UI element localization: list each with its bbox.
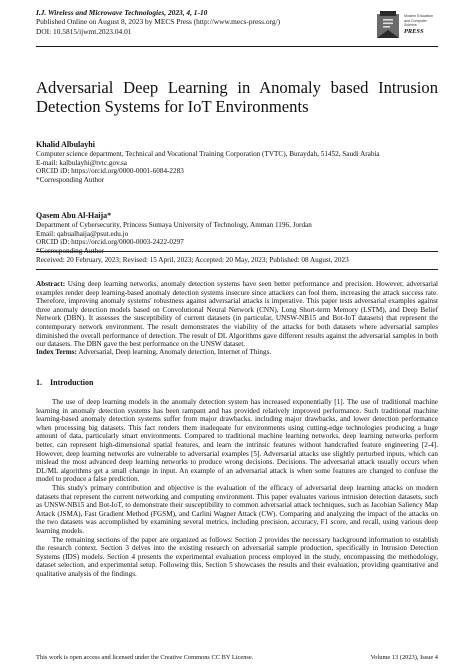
page-footer [36, 654, 438, 662]
license-note: This work is open access and licensed under the Creative Commons CC BY License. [36, 654, 254, 661]
journal-citation: I.J. Wireless and Microwave Technologies, 2023, 4, 1-10 [36, 8, 208, 17]
abstract [36, 280, 438, 349]
logo-line-1: Modern Education [404, 14, 434, 18]
doi: DOI: 10.5815/ijwmt.2023.04.01 [36, 26, 132, 36]
abstract-text: Using deep learning networks, anomaly detection systems have seen better performance and precision. However, adversarial examples render deep learning-based anomaly detection systems insecure since attackers can fool them, increasing the attack success rate. Therefore, improving anomaly systems' robustness against adversarial attacks is imperative. This paper tests adversarial examples against three anomaly detection models based on Convolutional Neural Network (CNN), Long Short-term Memory (LSTM), and Deep Belief Network (DBN). It assesses the susceptibility of current datasets (in particular, UNSW-NB15 and Bot-IoT datasets) that represent the contemporary network environment. The result demonstrates the viability of the attacks for both datasets where adversarial samples diminished the overall performance of detection. The result of DL Algorithms gave different results against the adversarial samples in both our datasets. The DBN gave the best performance on the UNSW dataset. [36, 280, 439, 349]
paper-title: Adversarial Deep Learning in Anomaly based Intrusion Detection Systems for IoT Environments [36, 78, 438, 116]
index-terms-text: Adversarial, Deep learning, Anomaly detection, Internet of Things. [78, 348, 272, 356]
author-name: Khalid Albulayhi [36, 140, 95, 149]
journal-header [36, 8, 366, 36]
author-name: Qasem Abu Al-Haija* [36, 211, 112, 220]
index-terms [36, 348, 438, 357]
paragraph: The use of deep learning models in the anomaly detection system has increased exponentially [1]. The use of traditional machine learning in anomaly detection systems has been rampant and has provided relatively improved performance. Such traditional machine learning-based anomaly detection systems suffer from major drawbacks, including major drawbacks, and lower detection performance when processing big datasets. This fact renders them inadequate for environments using cutting-edge technologies producing a huge amount of data, particularly smart environments. Compared to traditional machine learning networks, deep learning networks perform better, can represent high-dimensional spatial features, and learn the intrinsic features without handcrafted feature engineering [2-4]. However, deep learning networks are vulnerable to adversarial examples [5]. Adversarial attacks use slightly perturbed inputs, which can mislead the most advanced deep learning networks to produce wrong decisions. Decisions. The adversarial attack usually occurs when DL/ML algorithms get a small change in input. An example of an adversarial attack is when some features are changed to confuse the model to produce a false prediction. [36, 398, 438, 484]
logo-text [404, 14, 440, 36]
author-affiliation: Computer science department, Technical and Vocational Training Corporation (TVTC), Buraydah, 51452, Saudi Arabia [36, 150, 380, 158]
logo-line-2: and Computer Science [404, 18, 427, 28]
author-orcid[interactable]: ORCID iD: https://orcid.org/0000-0001-6084-2283 [36, 167, 184, 176]
author-note: *Corresponding Author [36, 176, 105, 185]
paragraph: The remaining sections of the paper are organized as follows: Section 2 provides the necessary background information to establish the research context. Section 3 delves into the existing research on adversarial sample production, specifically in Intrusion Detection Systems (IDS) models. Section 4 presents the experimental evaluation process employed in the study, encompassing the methodology, dataset selection, and experimental setup. Following this, Section 5 showcases the results and their evaluation, providing quantitative and qualitative analysis of the findings. [36, 535, 438, 578]
section-heading: 1. Introduction [36, 378, 94, 387]
introduction-body [36, 398, 438, 578]
author-note: *Corresponding Author [36, 247, 105, 256]
logo-press: PRESS [404, 27, 424, 35]
author-email[interactable]: Email: qabualhaija@psut.edu.jo [36, 229, 129, 238]
author-orcid[interactable]: ORCID iD: https://orcid.org/0000-0003-2422-0297 [36, 238, 184, 247]
dates-divider-top [36, 251, 438, 252]
volume-info: Volume 13 (2023), Issue 4 [370, 654, 438, 661]
author-block-2 [36, 211, 438, 256]
abstract-label: Abstract: [36, 280, 66, 288]
author-affiliation: Department of Cybersecurity, Princess Sumaya University of Technology, Amman 1196, Jordan [36, 221, 312, 229]
author-email[interactable]: E-mail: kalbulayhi@tvtc.gov.sa [36, 158, 127, 167]
publication-info: Published Online on August 8, 2023 by MECS Press (http://www.mecs-press.org/) [36, 17, 281, 27]
author-block-1 [36, 140, 438, 185]
header-divider [36, 46, 438, 47]
dates-divider-bottom [36, 269, 438, 270]
press-emblem-icon [374, 8, 402, 42]
paragraph: This study's primary contribution and objective is the evaluation of the efficacy of adversarial deep learning attacks on modern datasets that represent the current networking and computing environment. This paper evaluates various intrusion detection datasets, such as UNSW-NB15 and Bot-IoT, to demonstrate their susceptibility to common adversarial attack techniques, such as Jacobian Saliency Map Attack (JSMA), Fast Gradient Method (FGSM), and Carlini Wagner Attack (CW). Comparing and analyzing the impact of the attacks on the two datasets was accomplished by examining several metrics, including precision, accuracy, F1 score, and recall, using various deep learning models. [36, 483, 438, 535]
index-terms-label: Index Terms: [36, 348, 77, 356]
mecs-press-logo [374, 6, 438, 46]
submission-dates: Received: 20 February, 2023; Revised: 15 April, 2023; Accepted: 20 May, 2023; Published: 08 August, 2023 [36, 256, 349, 264]
